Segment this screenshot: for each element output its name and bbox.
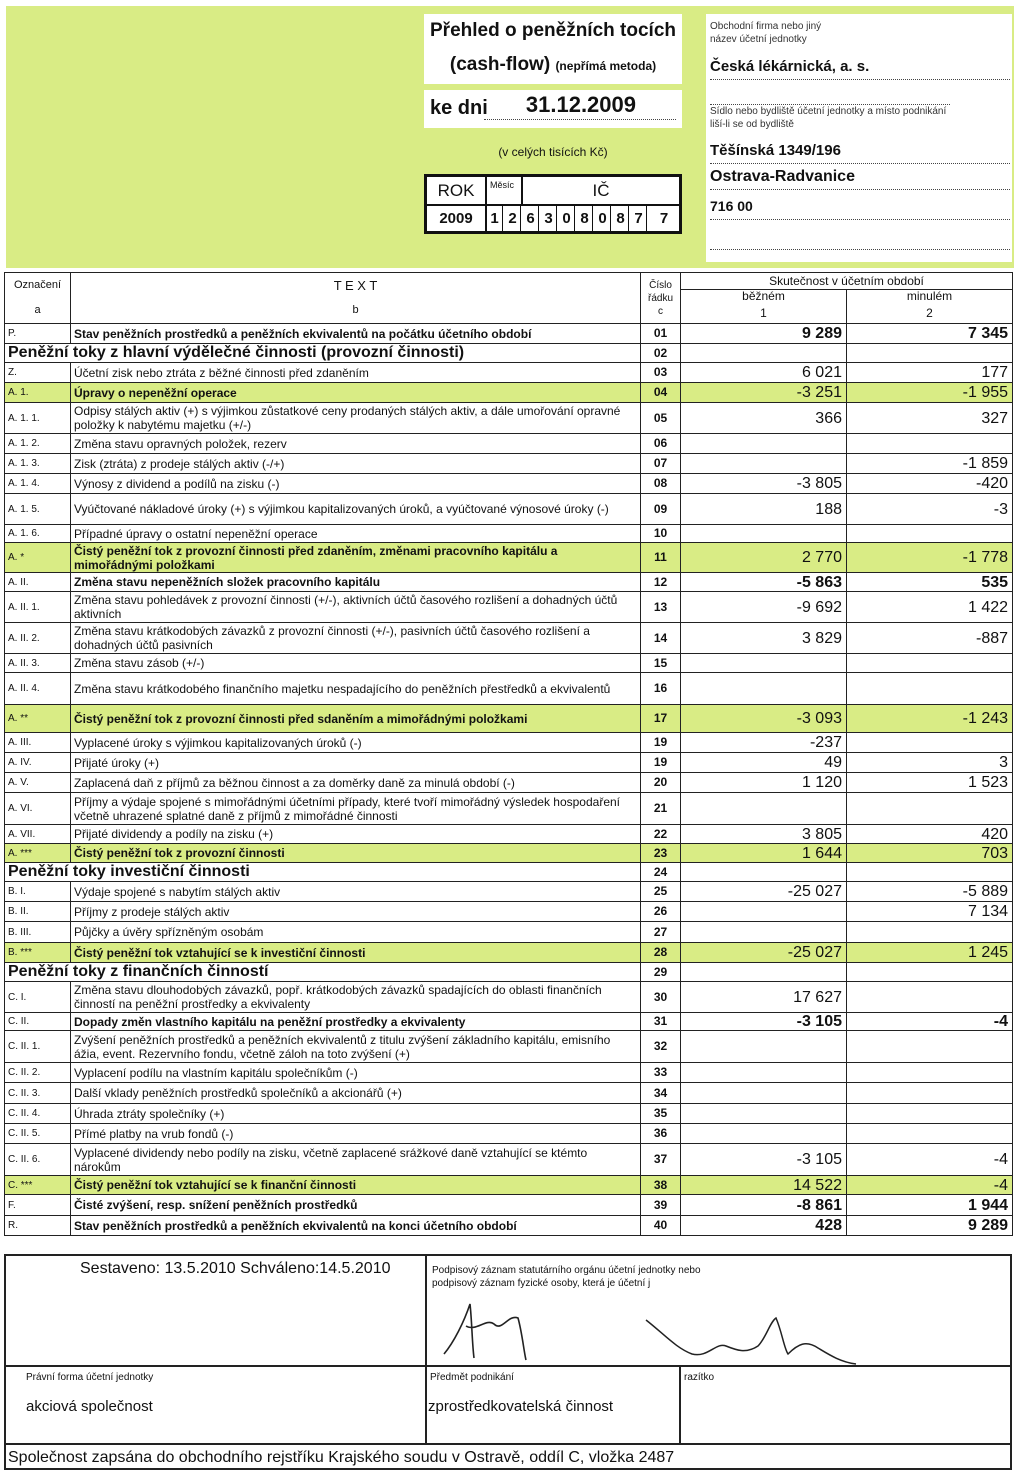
row-text: Změna stavu zásob (+/-) [71,654,641,673]
row-previous-value: 327 [847,403,1013,434]
row-previous-value: 420 [847,825,1013,844]
row-number: 12 [641,573,681,592]
table-row [5,474,1013,494]
row-mark: C. *** [5,1176,71,1195]
row-number: 29 [641,963,681,982]
header-beznem-sub: 1 [681,304,847,324]
row-mark: A. II. 3. [5,654,71,673]
table-row [5,1124,1013,1144]
row-current-value [681,1104,847,1124]
row-text: Čistý peněžní tok vztahující se k finanční činnosti [71,1176,641,1195]
header-cislo [641,273,681,324]
report-header [0,0,1024,272]
table-body [5,324,1013,1236]
row-mark: A. III. [5,733,71,753]
row-text: Případné úpravy o ostatní nepeněžní operace [71,525,641,543]
row-previous-value: -1 859 [847,454,1013,474]
row-text: Zvýšení peněžních prostředků a peněžních ekvivalentů z titulu zvýšení základního kapitálu, emisního ážia, event. Rezervního fondu, včetně záloh na toto zvýšení (+) [71,1031,641,1063]
signature-image [436,1292,876,1372]
row-text: Vyplacené dividendy nebo podíly na zisku, včetně zaplacené srážkové daně vztahující se ktémto nárokům [71,1144,641,1176]
row-previous-value: 1 245 [847,943,1013,963]
row-number: 03 [641,363,681,383]
ic-label: IČ [592,181,610,200]
row-mark: A. II. 1. [5,592,71,623]
row-previous-value: -1 955 [847,383,1013,403]
subtitle-main: (cash-flow) [449,54,551,75]
row-current-value [681,902,847,922]
row-current-value: -5 863 [681,573,847,592]
row-current-value: -3 251 [681,383,847,403]
table-row [5,705,1013,733]
sestaveno [80,1260,390,1278]
row-number: 28 [641,943,681,963]
row-current-value [681,1063,847,1083]
grid-digit: 2 [505,206,521,232]
row-number: 24 [641,863,681,882]
row-previous-value [847,525,1013,543]
row-mark: A. VII. [5,825,71,844]
stamp-cell [680,1366,1010,1444]
row-current-value: 3 829 [681,623,847,654]
row-previous-value: 1 422 [847,592,1013,623]
table-header-row [5,273,1013,290]
table-row [5,1216,1013,1236]
row-mark: A. IV. [5,753,71,773]
row-current-value: -8 861 [681,1195,847,1216]
table-row [5,773,1013,793]
report-subtitle [424,54,682,76]
row-mark: C. II. 3. [5,1083,71,1104]
row-text: Zisk (ztráta) z prodeje stálých aktiv (-/+) [71,454,641,474]
header-text [71,273,641,324]
legal-form: akciová společnost [26,1398,153,1415]
table-row [5,922,1013,943]
row-current-value: 1 120 [681,773,847,793]
report-date: 31.12.2009 [484,92,676,120]
row-previous-value: -1 243 [847,705,1013,733]
row-current-value: 428 [681,1216,847,1236]
row-previous-value: -3 [847,494,1013,525]
row-current-value: 2 770 [681,543,847,573]
row-number: 36 [641,1124,681,1144]
row-text: Vyúčtované nákladové úroky (+) s výjimkou kapitalizovaných úroků, a vyúčtované výnosové úroky (-) [71,494,641,525]
row-number: 22 [641,825,681,844]
row-text: Příjmy a výdaje spojené s mimořádnými účetními případy, které tvoří mimořádný výsledek hospodaření včetně uhrazené splatné daně z příjmů z mimořádné činnosti [71,793,641,825]
row-mark: C. II. 6. [5,1144,71,1176]
firm-name-label: Obchodní firma nebo jiný název účetní jednotky [710,21,822,45]
approved-date: Schváleno:14.5.2010 [240,1260,391,1277]
row-number: 19 [641,753,681,773]
table-row [5,1063,1013,1083]
row-number: 27 [641,922,681,943]
table-row [5,592,1013,623]
row-current-value: -3 105 [681,1013,847,1031]
row-current-value: -9 692 [681,592,847,623]
grid-digit: 8 [613,206,629,232]
row-current-value: 188 [681,494,847,525]
row-current-value: -3 805 [681,474,847,494]
row-current-value [681,654,847,673]
row-mark: C. II. 5. [5,1124,71,1144]
grid-digit: 3 [541,206,557,232]
row-previous-value [847,963,1013,982]
row-number: 38 [641,1176,681,1195]
firm-street: Těšínská 1349/196 [710,142,1010,164]
row-text: Dopady změn vlastního kapitálu na peněžní prostředky a ekvivalenty [71,1013,641,1031]
row-number: 17 [641,705,681,733]
row-number: 33 [641,1063,681,1083]
table-row [5,825,1013,844]
row-mark: A. 1. 1. [5,403,71,434]
row-mark: C. II. [5,1013,71,1031]
row-previous-value: 9 289 [847,1216,1013,1236]
row-previous-value: 7 345 [847,324,1013,344]
row-text: Výnosy z dividend a podílů na zisku (-) [71,474,641,494]
compiled-date: Sestaveno: 13.5.2010 [80,1260,236,1277]
row-current-value [681,344,847,363]
row-mark: F. [5,1195,71,1216]
row-previous-value [847,1104,1013,1124]
row-current-value [681,525,847,543]
row-text: Přijaté dividendy a podíly na zisku (+) [71,825,641,844]
row-text: Stav peněžních prostředků a peněžních ekvivalentů na počátku účetního období [71,324,641,344]
row-mark: C. II. 2. [5,1063,71,1083]
row-text: Změna stavu opravných položek, rezerv [71,434,641,454]
grid-digit: 0 [595,206,611,232]
header-text-sub: b [352,304,359,316]
row-mark: A. 1. 4. [5,474,71,494]
section-title: Peněžní toky z finančních činností [5,963,641,982]
row-current-value: -3 105 [681,1144,847,1176]
row-mark: C. II. 1. [5,1031,71,1063]
table-row [5,623,1013,654]
row-current-value: 14 522 [681,1176,847,1195]
row-text: Vyplacené úroky s výjimkou kapitalizovaných úroků (-) [71,733,641,753]
row-previous-value [847,922,1013,943]
row-previous-value [847,1063,1013,1083]
rok-value: 2009 [427,206,487,232]
table-row [5,1031,1013,1063]
row-current-value: -237 [681,733,847,753]
table-row [5,1104,1013,1124]
row-previous-value [847,673,1013,705]
row-mark: A. 1. 2. [5,434,71,454]
row-mark: P. [5,324,71,344]
row-mark: A. ** [5,705,71,733]
table-row [5,324,1013,344]
table-row [5,543,1013,573]
row-number: 05 [641,403,681,434]
row-current-value [681,673,847,705]
table-row [5,733,1013,753]
row-previous-value: 703 [847,844,1013,863]
table-row [5,573,1013,592]
table-row [5,525,1013,543]
row-mark: A. 1. [5,383,71,403]
registry-note: Společnost zapsána do obchodního rejstříku Krajského soudu v Ostravě, oddíl C, vložka 2487 [6,1444,1010,1468]
row-text: Úpravy o nepeněžní operace [71,383,641,403]
table-row [5,882,1013,902]
firm-extra-line [710,228,1010,250]
row-number: 04 [641,383,681,403]
row-text: Čistý peněžní tok vztahující se k investiční činnosti [71,943,641,963]
row-previous-value: 1 944 [847,1195,1013,1216]
row-mark: R. [5,1216,71,1236]
row-current-value: 366 [681,403,847,434]
table-row [5,793,1013,825]
row-previous-value [847,793,1013,825]
table-row [5,982,1013,1013]
table-row [5,1176,1013,1195]
row-current-value: -25 027 [681,882,847,902]
row-text: Čisté zvýšení, resp. snížení peněžních prostředků [71,1195,641,1216]
row-mark: A. 1. 3. [5,454,71,474]
row-current-value [681,922,847,943]
row-mark: Z. [5,363,71,383]
table-row [5,844,1013,863]
row-text: Výdaje spojené s nabytím stálých aktiv [71,882,641,902]
row-number: 11 [641,543,681,573]
header-skutecnost: Skutečnost v účetním období [681,273,1013,290]
table-row [5,943,1013,963]
row-number: 16 [641,673,681,705]
row-previous-value: 1 523 [847,773,1013,793]
grid-digit: 8 [577,206,593,232]
row-previous-value: -4 [847,1144,1013,1176]
table-row [5,673,1013,705]
cashflow-table [4,272,1013,1236]
table-row [5,383,1013,403]
row-text: Změna stavu krátkodobého finančního majetku nespadajícího do peněžních přestředků a ekvivalentů [71,673,641,705]
row-current-value: 3 805 [681,825,847,844]
row-previous-value: 7 134 [847,902,1013,922]
row-current-value: 9 289 [681,324,847,344]
row-previous-value: 3 [847,753,1013,773]
row-mark: A. II. [5,573,71,592]
header-oznaceni-sub: a [34,304,41,316]
row-previous-value [847,1031,1013,1063]
row-previous-value [847,434,1013,454]
row-current-value [681,1083,847,1104]
row-mark: A. VI. [5,793,71,825]
row-text: Příjmy z prodeje stálých aktiv [71,902,641,922]
row-current-value [681,1031,847,1063]
row-current-value: 49 [681,753,847,773]
header-oznaceni-label: Označení [13,279,62,291]
stamp-label: razítko [684,1372,715,1383]
row-mark: B. *** [5,943,71,963]
header-beznem: běžném [681,290,847,304]
row-previous-value: -4 [847,1176,1013,1195]
row-current-value [681,454,847,474]
row-previous-value [847,1124,1013,1144]
row-number: 20 [641,773,681,793]
row-text: Čistý peněžní tok z provozní činnosti [71,844,641,863]
row-text: Vyplacení podílu na vlastním kapitálu společníkům (-) [71,1063,641,1083]
table-row [5,363,1013,383]
row-mark: A. 1. 5. [5,494,71,525]
row-current-value [681,1124,847,1144]
row-text: Zaplacená daň z příjmů za běžnou činnost a za doměrky daně za minulá období (-) [71,773,641,793]
row-mark: A. * [5,543,71,573]
row-mark: A. *** [5,844,71,863]
row-number: 31 [641,1013,681,1031]
row-number: 37 [641,1144,681,1176]
grid-digit: 1 [487,206,503,232]
row-previous-value: 177 [847,363,1013,383]
row-text: Změna stavu pohledávek z provozní činnosti (+/-), aktivních účtů časového rozlišení a dohadných účtů aktivních [71,592,641,623]
row-number: 21 [641,793,681,825]
grid-digit: 6 [523,206,539,232]
row-text: Další vklady peněžních prostředků společníků a akcionářů (+) [71,1083,641,1104]
row-previous-value: -1 778 [847,543,1013,573]
row-previous-value [847,863,1013,882]
row-number: 34 [641,1083,681,1104]
firm-seat-label: Sídlo nebo bydliště účetní jednotky a místo podnikání liší-li se od bydliště [710,104,950,131]
firm-zip: 716 00 [710,198,1010,220]
row-text: Čistý peněžní tok z provozní činnosti před sdaněním a mimořádnými položkami [71,705,641,733]
row-current-value: -25 027 [681,943,847,963]
row-number: 08 [641,474,681,494]
row-current-value: 17 627 [681,982,847,1013]
row-number: 39 [641,1195,681,1216]
row-current-value: -3 093 [681,705,847,733]
row-text: Přímé platby na vrub fondů (-) [71,1124,641,1144]
row-previous-value [847,733,1013,753]
signature-label: Podpisový záznam statutárního orgánu účetní jednotky nebo podpisový záznam fyzické osoby, která je účetní j [432,1265,701,1289]
row-mark: B. I. [5,882,71,902]
row-previous-value: -4 [847,1013,1013,1031]
row-number: 07 [641,454,681,474]
section-title: Peněžní toky z hlavní výdělečné činnosti (provozní činnosti) [5,344,641,363]
row-mark: B. II. [5,902,71,922]
table-row [5,454,1013,474]
row-number: 26 [641,902,681,922]
row-mark: A. II. 2. [5,623,71,654]
row-previous-value [847,654,1013,673]
row-current-value: 1 644 [681,844,847,863]
row-number: 40 [641,1216,681,1236]
row-text: Přijaté úroky (+) [71,753,641,773]
table-row [5,863,1013,882]
row-previous-value: -5 889 [847,882,1013,902]
business-activity: zprostředkovatelská činnost [428,1398,614,1415]
table-row [5,494,1013,525]
row-number: 19 [641,733,681,753]
row-mark: B. III. [5,922,71,943]
row-mark: C. II. 4. [5,1104,71,1124]
row-text: Změna stavu nepeněžních složek pracovního kapitálu [71,573,641,592]
row-current-value [681,793,847,825]
row-mark: A. 1. 6. [5,525,71,543]
row-number: 23 [641,844,681,863]
row-text: Účetní zisk nebo ztráta z běžné činnosti před zdaněním [71,363,641,383]
table-row [5,1144,1013,1176]
row-text: Úhrada ztráty společníky (+) [71,1104,641,1124]
grid-digit: 0 [559,206,575,232]
row-previous-value [847,982,1013,1013]
table-row [5,434,1013,454]
table-row [5,344,1013,363]
row-current-value: 6 021 [681,363,847,383]
row-number: 15 [641,654,681,673]
row-number: 13 [641,592,681,623]
row-current-value [681,434,847,454]
row-mark: A. II. 4. [5,673,71,705]
table-row [5,1083,1013,1104]
units-note: (v celých tisících Kč) [498,145,608,159]
table-row [5,654,1013,673]
row-previous-value [847,344,1013,363]
header-cislo-label: Číslo řádku [647,279,673,304]
grid-digit: 7 [631,206,647,232]
row-text: Půjčky a úvěry spřízněným osobám [71,922,641,943]
row-number: 35 [641,1104,681,1124]
table-row [5,902,1013,922]
business-label: Předmět podnikání [430,1372,514,1383]
header-text-label: T E X T [333,278,378,293]
report-title: Přehled o peněžních tocích [430,20,676,41]
report-footer [4,1254,1012,1470]
id-grid [424,174,682,234]
row-number: 32 [641,1031,681,1063]
row-number: 02 [641,344,681,363]
row-mark: C. I. [5,982,71,1013]
rok-label: ROK [427,177,487,206]
table-row [5,963,1013,982]
row-text: Změna stavu dlouhodobých závazků, popř. krátkodobých závazků spadajících do oblasti finančních činností na peněžní prostředky a ekvivalenty [71,982,641,1013]
header-oznaceni [5,273,71,324]
firm-name: Česká lékárnická, a. s. [710,58,1010,80]
row-number: 09 [641,494,681,525]
firm-city: Ostrava-Radvanice [710,168,1010,190]
row-number: 14 [641,623,681,654]
legal-form-label: Právní forma účetní jednotky [26,1372,154,1383]
row-previous-value: 535 [847,573,1013,592]
date-label: ke dni [430,97,488,119]
header-cislo-sub: c [658,305,663,317]
row-mark: A. V. [5,773,71,793]
header-minulem: minulém [847,290,1013,304]
table-row [5,403,1013,434]
grid-digit: 7 [659,210,669,227]
row-previous-value: -420 [847,474,1013,494]
row-previous-value [847,1083,1013,1104]
mesic-label: Měsíc [487,177,523,206]
row-number: 25 [641,882,681,902]
row-current-value [681,863,847,882]
row-current-value [681,963,847,982]
firm-info-box [706,14,1012,262]
row-number: 01 [641,324,681,344]
table-row [5,1195,1013,1216]
row-number: 10 [641,525,681,543]
row-text: Odpisy stálých aktiv (+) s výjimkou zůstatkové ceny prodaných stálých aktiv, a dále umořování opravné položky k nabytému majetku (+/-) [71,403,641,434]
row-number: 06 [641,434,681,454]
table-row [5,753,1013,773]
row-text: Čistý peněžní tok z provozní činnosti před zdaněním, změnami pracovního kapitálu a mimořádnými položkami [71,543,641,573]
table-row [5,1013,1013,1031]
header-minulem-sub: 2 [847,304,1013,324]
row-previous-value: -887 [847,623,1013,654]
row-text: Stav peněžních prostředků a peněžních ekvivalentů na konci účetního období [71,1216,641,1236]
row-number: 30 [641,982,681,1013]
subtitle-method: (nepřímá metoda) [555,59,657,73]
row-text: Změna stavu krátkodobých závazků z provozní činnosti (+/-), pasivních účtů časového rozlišení a dohadných účtů pasivních [71,623,641,654]
section-title: Peněžní toky investiční činnosti [5,863,641,882]
